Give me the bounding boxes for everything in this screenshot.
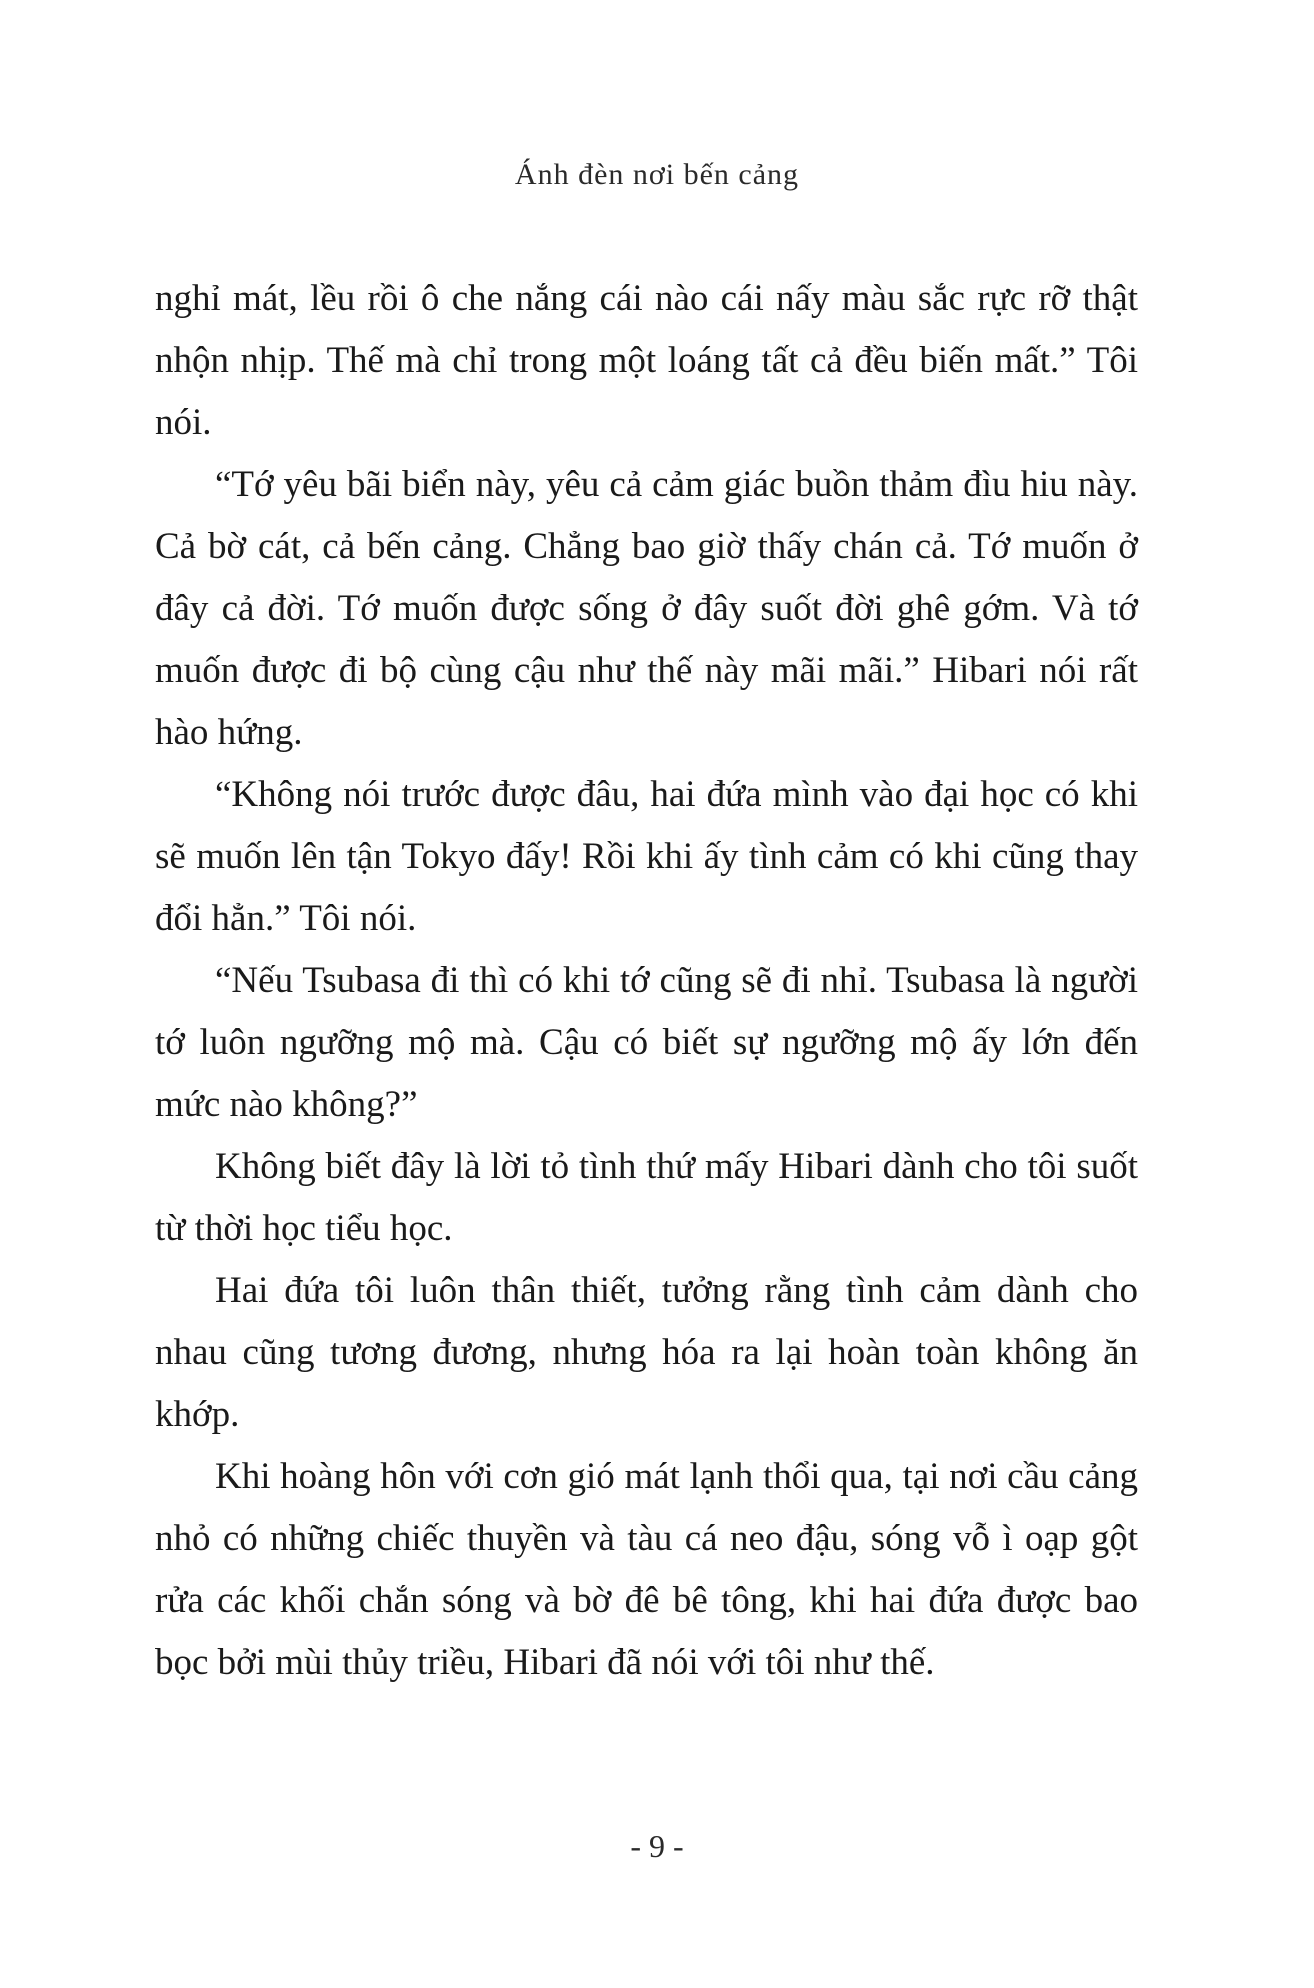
body-text: [155, 268, 1138, 1694]
page-number: - 9 -: [630, 1828, 684, 1864]
paragraph: “Không nói trước được đâu, hai đứa mình vào đại học có khi sẽ muốn lên tận Tokyo đấy! Rồi khi ấy tình cảm có khi cũng thay đổi hẳn.” Tôi nói.: [155, 774, 1138, 939]
paragraph: Không biết đây là lời tỏ tình thứ mấy Hibari dành cho tôi suốt từ thời học tiểu học.: [155, 1146, 1138, 1249]
paragraph: “Tớ yêu bãi biển này, yêu cả cảm giác buồn thảm đìu hiu này. Cả bờ cát, cả bến cảng. Chẳng bao giờ thấy chán cả. Tớ muốn ở đây cả đời. Tớ muốn được sống ở đây suốt đời ghê gớm. Và tớ muốn được đi bộ cùng cậu như thế này mãi mãi.” Hibari nói rất hào hứng.: [155, 464, 1138, 753]
paragraph: Hai đứa tôi luôn thân thiết, tưởng rằng tình cảm dành cho nhau cũng tương đương, nhưng hóa ra lại hoàn toàn không ăn khớp.: [155, 1270, 1138, 1435]
running-header: Ánh đèn nơi bến cảng: [514, 158, 800, 191]
paragraph: Khi hoàng hôn với cơn gió mát lạnh thổi qua, tại nơi cầu cảng nhỏ có những chiếc thuyền và tàu cá neo đậu, sóng vỗ ì oạp gột rửa các khối chắn sóng và bờ đê bê tông, khi hai đứa được bao bọc bởi mùi thủy triều, Hibari đã nói với tôi như thế.: [155, 1456, 1138, 1683]
paragraph-continued: nghỉ mát, lều rồi ô che nắng cái nào cái nấy màu sắc rực rỡ thật nhộn nhịp. Thế mà chỉ trong một loáng tất cả đều biến mất.” Tôi nói.: [155, 278, 1138, 443]
paragraph: “Nếu Tsubasa đi thì có khi tớ cũng sẽ đi nhỉ. Tsubasa là người tớ luôn ngưỡng mộ mà. Cậu có biết sự ngưỡng mộ ấy lớn đến mức nào không?”: [155, 960, 1138, 1125]
